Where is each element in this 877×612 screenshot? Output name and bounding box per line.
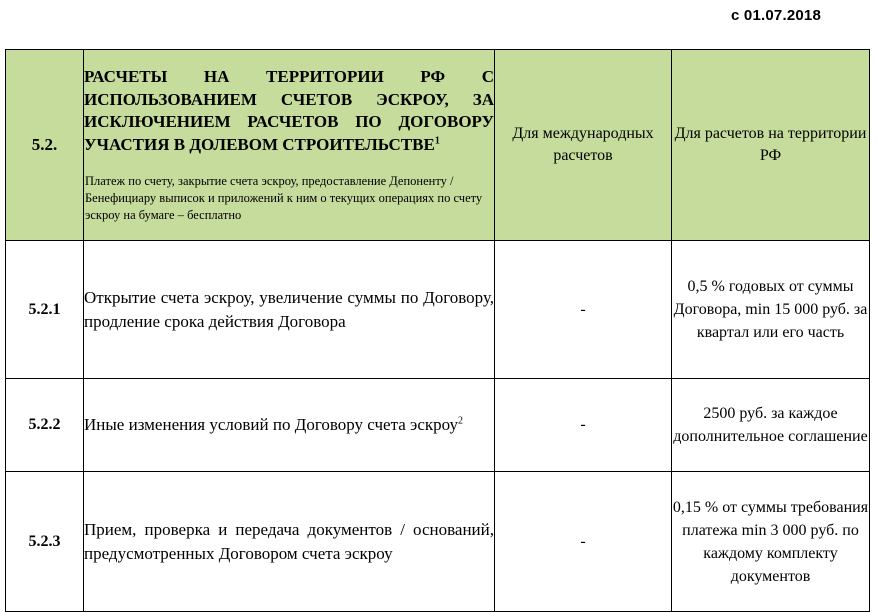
row-domestic-fee: 0,15 % от суммы требования платежа min 3 000 руб. по каждому комплекту документов	[672, 472, 870, 612]
row-international-fee: -	[495, 472, 672, 612]
row-international-fee: -	[495, 379, 672, 472]
section-number: 5.2.	[6, 50, 84, 241]
row-description-cell	[84, 379, 495, 472]
column-header-international: Для международных расчетов	[495, 50, 672, 241]
row-description-cell	[84, 472, 495, 612]
table-row	[6, 472, 870, 612]
section-header-row	[6, 50, 870, 241]
row-number: 5.2.2	[6, 379, 84, 472]
section-title-block	[84, 66, 494, 156]
row-footnote: 2	[458, 415, 463, 427]
row-international-fee: -	[495, 241, 672, 379]
row-description: Открытие счета эскроу, увеличение суммы по Договору, продление срока действия Договора	[84, 287, 494, 331]
row-number: 5.2.3	[6, 472, 84, 612]
section-title-footnote: 1	[434, 134, 440, 146]
row-domestic-fee: 0,5 % годовых от суммы Договора, min 15 000 руб. за квартал или его часть	[672, 241, 870, 379]
row-description: Иные изменения условий по Договору счета эскроу	[84, 415, 458, 434]
row-domestic-fee: 2500 руб. за каждое дополнительное соглашение	[672, 379, 870, 472]
row-description: Прием, проверка и передача документов / оснований, предусмотренных Договором счета эскроу	[84, 519, 494, 563]
table-row	[6, 379, 870, 472]
row-description-cell	[84, 241, 495, 379]
section-note: Платеж по счету, закрытие счета эскроу, предоставление Депоненту / Бенефициару выписок и приложений к ним о текущих операциях по счету эскроу на бумаге – бесплатно	[85, 174, 483, 222]
row-description-block	[84, 413, 494, 437]
column-header-domestic: Для расчетов на территории РФ	[672, 50, 870, 241]
table-row	[6, 241, 870, 379]
effective-date: с 01.07.2018	[731, 7, 821, 24]
row-number: 5.2.1	[6, 241, 84, 379]
section-title-cell	[84, 50, 495, 241]
section-title: РАСЧЕТЫ НА ТЕРРИТОРИИ РФ С ИСПОЛЬЗОВАНИЕМ СЧЕТОВ ЭСКРОУ, ЗА ИСКЛЮЧЕНИЕМ РАСЧЕТОВ ПО ДОГОВОРУ УЧАСТИЯ В ДОЛЕВОМ СТРОИТЕЛЬСТВЕ	[84, 67, 494, 154]
tariff-table	[5, 49, 870, 612]
